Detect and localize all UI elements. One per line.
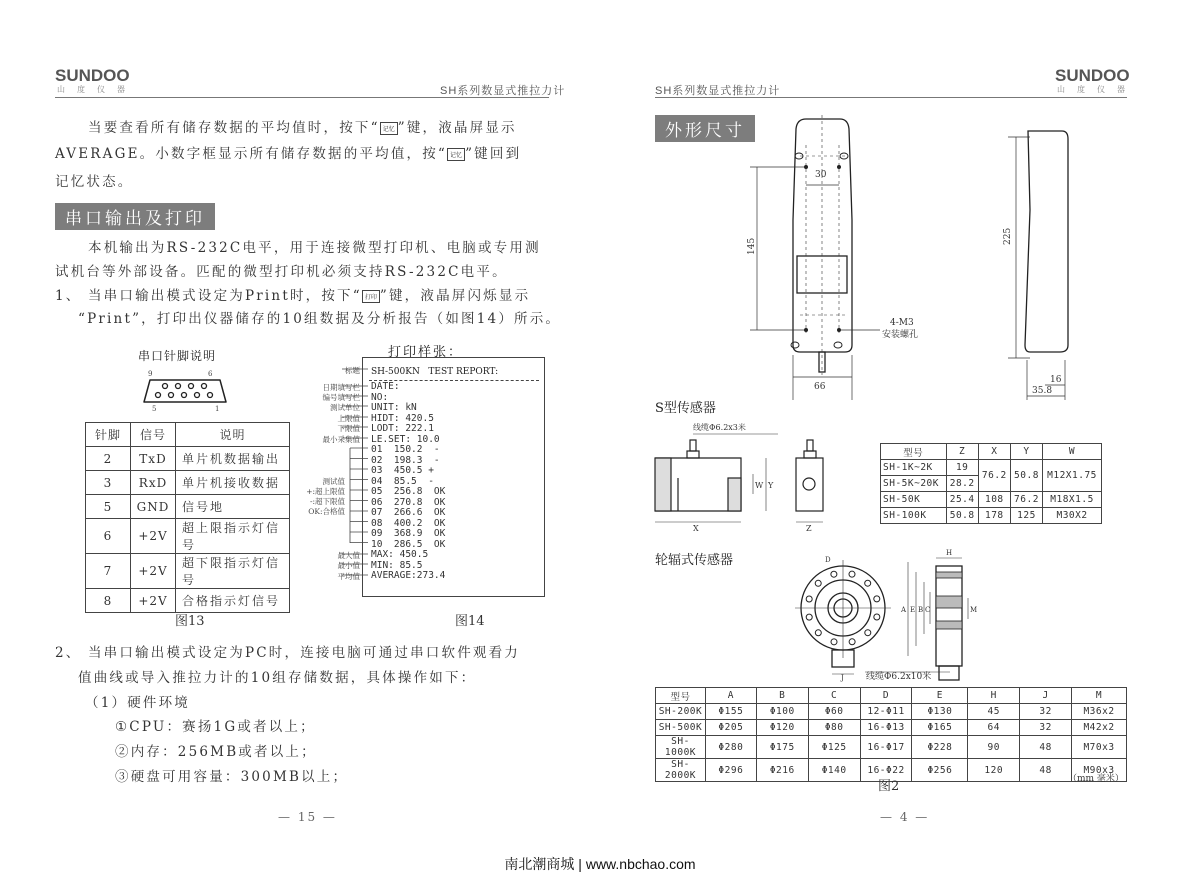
s-sensor-title: S型传感器 [655,401,716,416]
w-label-c: C [925,606,931,614]
brand-logo: SUNDOO [1055,66,1130,85]
spoke-sensor-drawing [790,548,980,683]
site-footer: 南北潮商城 | www.nbchao.com [504,856,696,872]
table-row: 6 +2V 超上限指示灯信号 [86,519,290,554]
figure-caption: 图13 [175,614,205,629]
unit-note: （mm 毫米） [1068,774,1124,784]
report-line: AVERAGE:273.4 [371,570,446,581]
report-line: 03 450.5 + [371,465,434,476]
table-row: SH-100K 50.8 178 125 M30X2 [881,508,1102,524]
paragraph: 当要查看所有储存数据的平均值时，按下“ 记忆 ”键，液晶屏显示 [88,120,517,136]
header-rule [55,97,549,98]
report-line: 01 150.2 - [371,444,440,455]
w-label-m: M [970,606,978,614]
s-label-y: Y [768,481,774,490]
report-line: MAX: 450.5 [371,549,429,560]
s-cable-label: 线缆Φ6.2x3米 [693,423,746,432]
table-row: SH-500K Φ205 Φ120 Φ80 16-Φ13 Φ165 64 32 M42x2 [656,720,1127,736]
bolt-hole [815,630,821,636]
print-report-box [362,357,545,597]
s-sensor-drawing [648,418,833,533]
table-row: SH-200K Φ155 Φ100 Φ60 12-Φ11 Φ130 45 32 M36x2 [656,704,1127,720]
table-row: 3 RxD 单片机接收数据 [86,471,290,495]
paragraph: 记忆状态。 [55,174,134,190]
subheading: （1）硬件环境 [85,695,190,711]
pin-label: 6 [208,370,213,378]
bolt-hole [831,639,837,645]
figure-caption: 图14 [455,614,485,629]
report-line: 02 198.3 - [371,454,440,466]
bolt-hole [874,614,880,620]
paragraph: 本机输出为RS-232C电平，用于连接微型打印机、电脑或专用测 [88,240,541,256]
pin-label: 1 [215,405,220,413]
list-item: 1、 当串口输出模式设定为Print时，按下“ 打印 ”键，液晶屏闪烁显示 [55,288,531,304]
dim-145: 145 [747,237,757,255]
dim-16: 16 [1050,375,1062,385]
report-line: 05 256.8 OK [371,486,446,497]
report-line: 09 368.9 OK [371,528,446,539]
pin-label: 5 [152,405,157,413]
dim-30: 30 [815,170,827,180]
report-line: MIN: 85.5 [371,559,423,571]
table-row: SH-2000K Φ296 Φ216 Φ140 16-Φ22 Φ256 120 48 M90x3 [656,759,1127,782]
s-label-x: X [693,524,699,533]
report-line: LODT: 222.1 [371,423,434,434]
w-label-b: B [918,606,924,614]
dim-35-8: 35.8 [1032,386,1053,396]
dim-225: 225 [1003,227,1013,245]
report-line: 08 400.2 OK [371,517,446,529]
list-item: ③硬盘可用容量：300MB以上； [115,769,349,785]
print-sample-title: 打印样张： [388,345,464,360]
w-cable-label: 线缆Φ6.2x10米 [866,672,932,682]
page-header: SH系列数显式推拉力计 [655,85,781,97]
spoke-sensor-table: 型号 A B C D E H J M SH-200K Φ155 Φ100 Φ60 12-Φ11 Φ130 45 32 M36x2 SH-500K Φ205 Φ120 Φ80 16-Φ13 Φ165 64 32 M42x2 SH-1000K Φ280 Φ175 Φ125 16-Φ17 Φ228 90 48 M70x3 SH-2000K Φ296 Φ216 Φ140 16-Φ22 Φ256 120 48 M90x3 [655,687,1127,782]
report-title: SH-500KN TEST REPORT: [371,367,499,377]
table-row: SH-50K 25.4 108 76.2 M18X1.5 [881,492,1102,508]
w-label-a: A [901,606,907,614]
s-label-w: W [755,481,764,490]
section-title: 串口输出及打印 [55,203,215,230]
w-label-d: D [825,556,831,564]
bolt-hole [865,580,871,586]
bolt-hole [831,571,837,577]
pin-table: 针脚 信号 说明 2 TxD 单片机数据输出 3 RxD 单片机接收数据 5 GND 信号地 6 +2V 超上限指示灯信号 7 +2V 超下限指示灯信号 8 +2V 合格指示灯信号 [85,422,290,613]
bolt-hole [865,630,871,636]
bolt-hole [849,639,855,645]
w-label-j: J [841,674,844,682]
w-label-h: H [946,549,953,557]
report-line: 07 266.6 OK [371,507,446,518]
table-row: SH-5K~20K 28.2 [881,476,1102,492]
bolt-hole [874,596,880,602]
page-number: — 15 — [278,810,337,824]
paragraph: AVERAGE。小数字框显示所有储存数据的平均值，按“ 记忆 ”键回到 [55,146,522,162]
brand-sub: 山度仪器 [57,85,137,94]
section-title: 外形尺寸 [655,115,755,142]
table-row: 2 TxD 单片机数据输出 [86,447,290,471]
pin-title: 串口针脚说明 [138,349,217,363]
bolt-hole [806,614,812,620]
s-label-z: Z [806,524,812,533]
list-item: 值曲线或导入推拉力计的10组存储数据，具体操作如下： [78,670,477,686]
pin-label: 9 [148,370,153,378]
brand-logo: SUNDOO [55,66,130,85]
bolt-hole [815,580,821,586]
report-line: 10 286.5 OK [371,538,446,550]
bolt-hole [849,571,855,577]
print-key-icon: 打印 [362,290,380,303]
w-label-e: E [910,606,916,614]
brand-sub: 山度仪器 [1057,85,1137,94]
table-row: SH-1K~2K 19 76.2 50.8 M12X1.75 [881,460,1102,476]
list-item: “Print”，打印出仪器储存的10组数据及分析报告（如图14）所示。 [78,311,562,327]
list-item: 2、 当串口输出模式设定为PC时，连接电脑可通过串口软件观看力 [55,645,520,661]
report-line: LE.SET: 10.0 [371,433,440,445]
report-line: DATE: [371,381,400,392]
memory-key-icon: 记忆 [447,148,465,161]
dim-66: 66 [814,382,826,392]
table-row: 8 +2V 合格指示灯信号 [86,589,290,613]
report-line: 06 270.8 OK [371,496,446,508]
report-line: HIDT: 420.5 [371,412,434,424]
figure-caption: 图2 [878,779,900,794]
page-header: SH系列数显式推拉力计 [440,85,566,97]
report-lines [371,382,445,582]
report-leader-lines [340,360,370,585]
s-sensor-table: 型号 Z X Y W SH-1K~2K 19 76.2 50.8 M12X1.75 SH-5K~20K 28.2 SH-50K 25.4 108 76.2 M18X1.5 SH-100K 50.8 178 125 M30X2 [880,443,1102,524]
dim-holes-label: 安装螺孔 [882,330,919,340]
spoke-sensor-title: 轮辐式传感器 [655,553,734,568]
report-line: UNIT: kN [371,402,417,413]
memory-key-icon: 记忆 [380,122,398,135]
table-row: 5 GND 信号地 [86,495,290,519]
report-line: NO: [371,391,389,403]
bolt-hole [806,596,812,602]
table-row: 7 +2V 超下限指示灯信号 [86,554,290,589]
header-rule [655,97,1127,98]
table-row: SH-1000K Φ280 Φ175 Φ125 16-Φ17 Φ228 90 48 M70x3 [656,736,1127,759]
list-item: ①CPU：赛扬1G或者以上； [115,719,316,735]
list-item: ②内存：256MB或者以上； [115,744,317,760]
db9-connector-icon [140,368,230,413]
report-line: 04 85.5 - [371,475,434,487]
page-number: — 4 — [880,810,930,824]
paragraph: 试机台等外部设备。匹配的微型打印机必须支持RS-232C电平。 [55,264,508,280]
outline-dimension-drawing [740,115,1120,400]
dim-holes: 4-M3 [890,318,914,328]
